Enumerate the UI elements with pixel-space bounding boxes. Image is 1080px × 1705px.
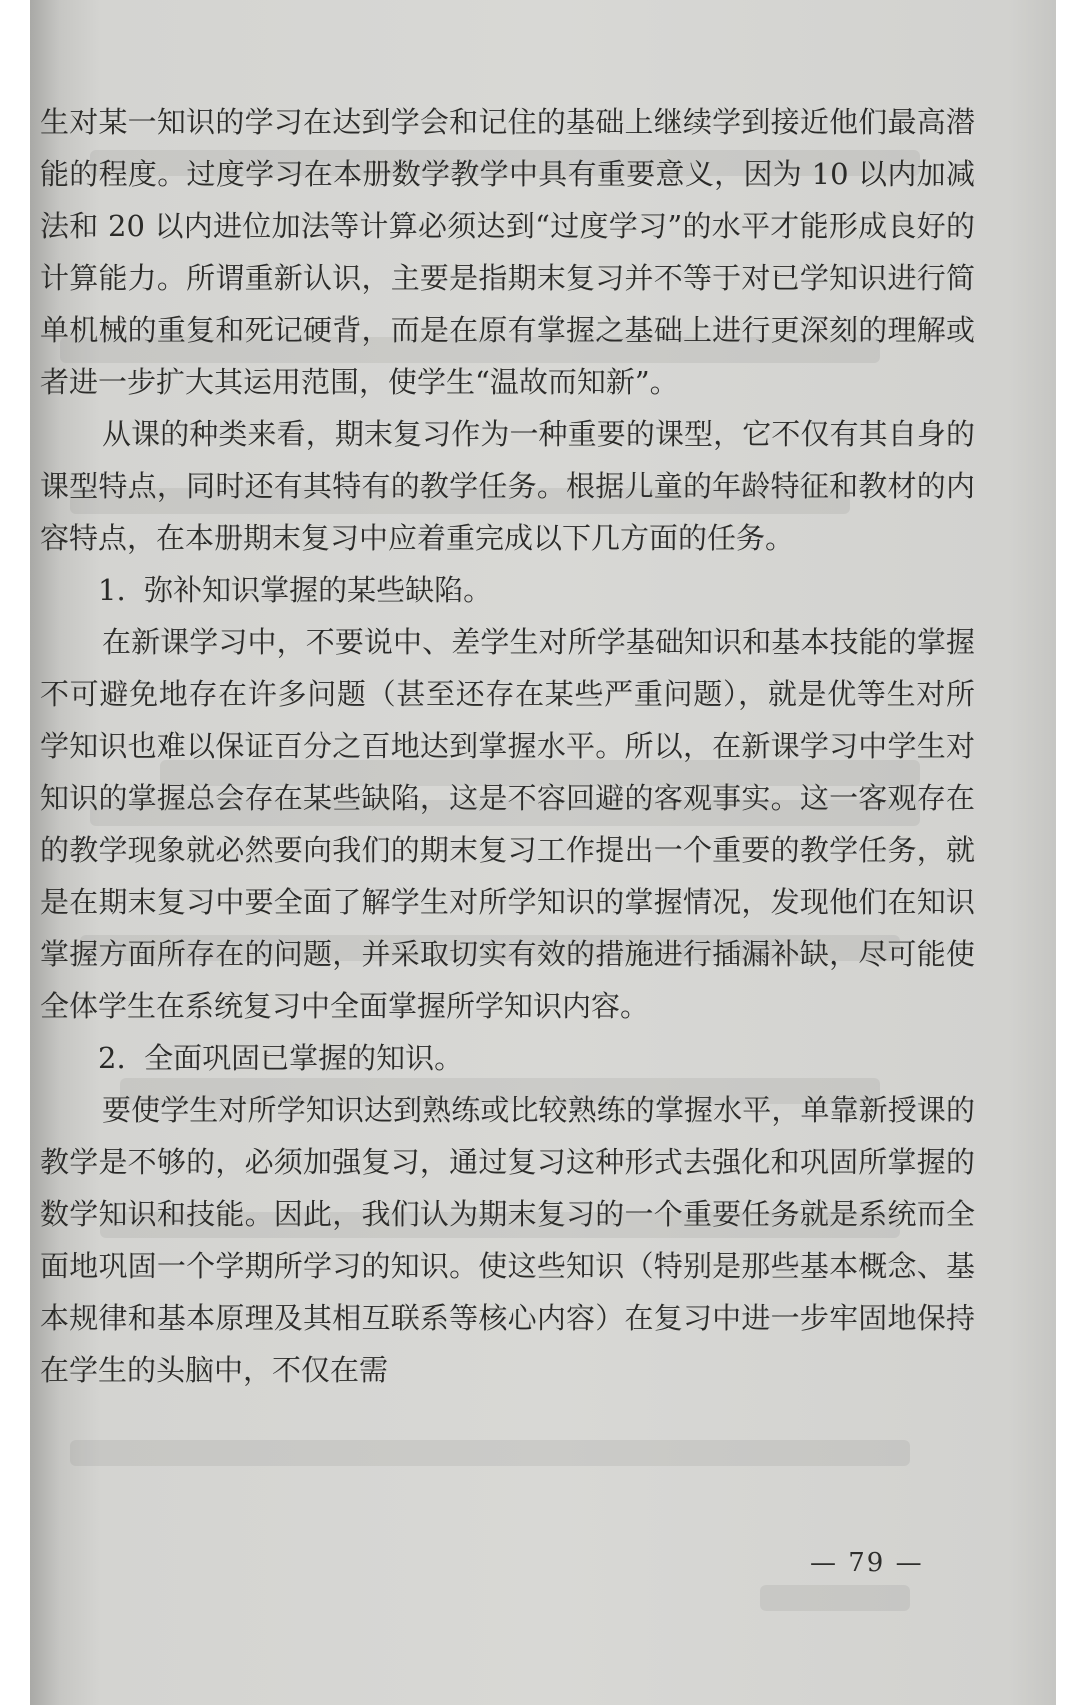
- paragraph-consolidation: 要使学生对所学知识达到熟练或比较熟练的掌握水平，单靠新授课的教学是不够的，必须加强复习，通过复习这种形式去强化和巩固所掌握的数学知识和技能。因此，我们认为期末复习的一个重要任务就是系统而全面地巩固一个学期所学习的知识。使这些知识（特别是那些基本概念、基本规律和基本原理及其相互联系等核心内容）在复习中进一步牢固地保持在学生的头脑中，不仅在需: [40, 1093, 975, 1387]
- paragraph-continuation: 生对某一知识的学习在达到学会和记住的基础上继续学到接近他们最高潜能的程度。过度学习在本册数学教学中具有重要意义，因为 10 以内加减法和 20 以内进位加法等计算必须达到“过度学习”的水平才能形成良好的计算能力。所谓重新认识，主要是指期末复习并不等于对已学知识进行简单机械的重复和死记硬背，而是在原有掌握之基础上进行更深刻的理解或者进一步扩大其运用范围，使学生“温故而知新”。: [40, 105, 975, 399]
- page-number: — 79 —: [810, 1548, 924, 1578]
- list-item-1-heading: 1. 弥补知识掌握的某些缺陷。: [98, 573, 493, 607]
- paragraph-lesson-type: 从课的种类来看，期末复习作为一种重要的课型，它不仅有其自身的课型特点，同时还有其特有的教学任务。根据儿童的年龄特征和教材的内容特点，在本册期末复习中应着重完成以下几方面的任务。: [40, 417, 975, 555]
- body-text: [40, 96, 975, 1396]
- page-edge: [1056, 0, 1080, 1705]
- paragraph-knowledge-gaps: 在新课学习中，不要说中、差学生对所学基础知识和基本技能的掌握不可避免地存在许多问题（甚至还存在某些严重问题），就是优等生对所学知识也难以保证百分之百地达到掌握水平。所以，在新课学习中学生对知识的掌握总会存在某些缺陷，这是不容回避的客观事实。这一客观存在的教学现象就必然要向我们的期末复习工作提出一个重要的教学任务，就是在期末复习中要全面了解学生对所学知识的掌握情况，发现他们在知识掌握方面所存在的问题，并采取切实有效的措施进行插漏补缺，尽可能使全体学生在系统复习中全面掌握所学知识内容。: [40, 625, 975, 1023]
- list-item-2-heading: 2. 全面巩固已掌握的知识。: [98, 1041, 464, 1075]
